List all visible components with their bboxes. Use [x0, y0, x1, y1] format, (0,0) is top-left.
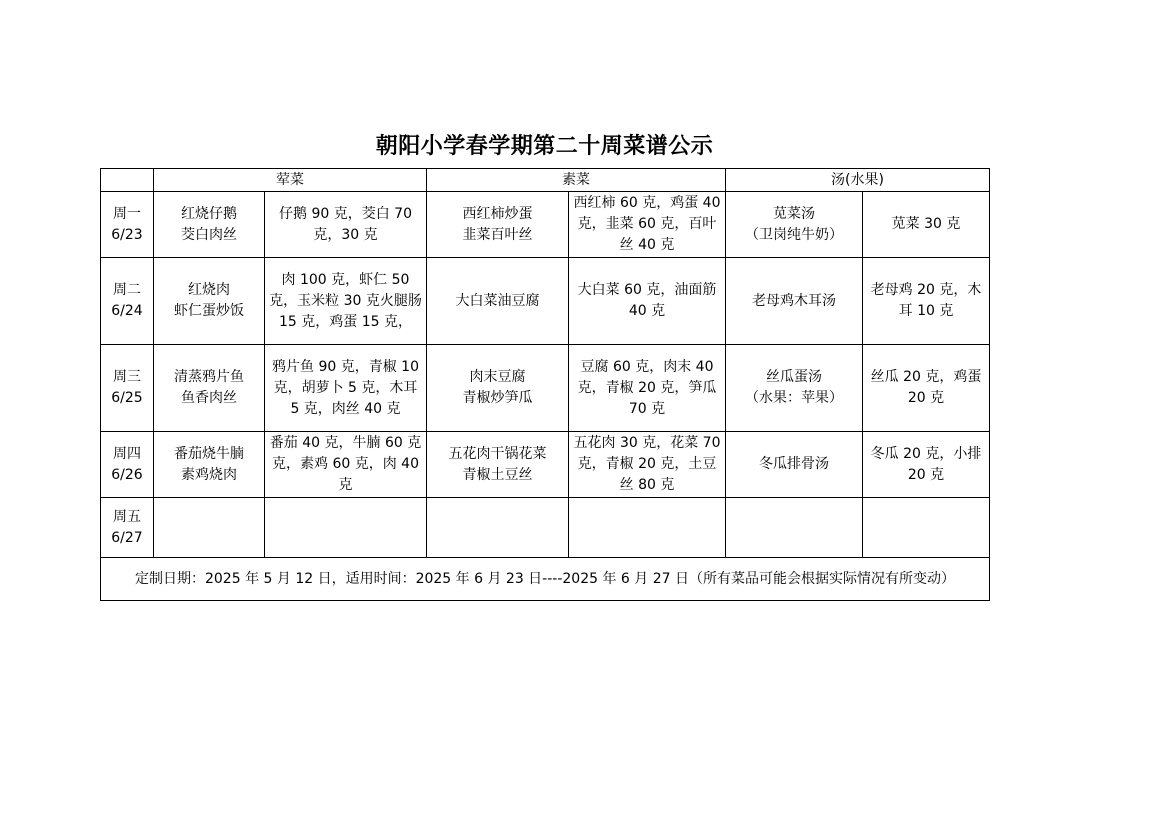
day-cell [101, 192, 154, 258]
meat-dishes-cell [154, 498, 265, 558]
soup-amount-cell: 苋菜 30 克 [863, 192, 990, 258]
dish-name: 红烧仔鹅 [181, 205, 237, 222]
dish-name: 老母鸡木耳汤 [752, 292, 836, 309]
dish-name: 清蒸鸦片鱼 [174, 369, 244, 385]
dish-name: 茭白肉丝 [181, 226, 237, 243]
meat-amount-cell: 鸦片鱼 90 克，青椒 10 克，胡萝卜 5 克，木耳 5 克，肉丝 40 克 [265, 345, 427, 432]
soup-amount-cell: 丝瓜 20 克，鸡蛋 20 克 [863, 345, 990, 432]
soup-amount-cell: 冬瓜 20 克，小排 20 克 [863, 432, 990, 498]
table-row [101, 258, 990, 345]
dish-name: 五花肉干锅花菜 [448, 445, 547, 462]
day-label: 周一 [113, 205, 141, 222]
soup-dishes-cell [726, 498, 863, 558]
dish-name: 肉末豆腐 [469, 369, 526, 385]
date-label: 6/25 [111, 390, 143, 406]
table-header-row [101, 169, 990, 192]
meat-dishes-cell [154, 345, 265, 432]
date-label: 6/24 [111, 303, 143, 319]
header-meat: 荤菜 [154, 169, 427, 192]
menu-table [100, 168, 990, 601]
day-label: 周五 [113, 508, 141, 525]
dish-name: 冬瓜排骨汤 [759, 456, 829, 472]
veg-amount-cell: 西红柿 60 克，鸡蛋 40 克，韭菜 60 克，百叶丝 40 克 [569, 192, 726, 258]
table-row [101, 192, 990, 258]
day-label: 周四 [113, 445, 141, 462]
dish-name: 青椒土豆丝 [462, 466, 533, 483]
soup-dishes-cell [726, 345, 863, 432]
dish-name: 番茄烧牛腩 [174, 445, 244, 462]
day-cell [101, 258, 154, 345]
soup-amount-cell: 老母鸡 20 克，木耳 10 克 [863, 258, 990, 345]
footer-note: 定制日期：2025 年 5 月 12 日，适用时间：2025 年 6 月 23 日----2025 年 6 月 27 日（所有菜品可能会根据实际情况有所变动） [101, 558, 990, 601]
veg-amount-cell: 五花肉 30 克，花菜 70 克，青椒 20 克，土豆丝 80 克 [569, 432, 726, 498]
veg-amount-cell [569, 498, 726, 558]
table-row [101, 345, 990, 432]
dish-name: 鱼香肉丝 [181, 390, 237, 406]
soup-dishes-cell [726, 258, 863, 345]
meat-amount-cell: 番茄 40 克，牛腩 60 克克，素鸡 60 克，肉 40 克 [265, 432, 427, 498]
veg-amount-cell: 豆腐 60 克，肉末 40 克，青椒 20 克，笋瓜 70 克 [569, 345, 726, 432]
day-cell [101, 345, 154, 432]
meat-dishes-cell [154, 432, 265, 498]
day-cell [101, 498, 154, 558]
meat-amount-cell [265, 498, 427, 558]
dish-name: 青椒炒笋瓜 [462, 390, 533, 406]
footer-row [101, 558, 990, 601]
dish-name: 西红柿炒蛋 [462, 205, 533, 222]
soup-dishes-cell [726, 192, 863, 258]
soup-dishes-cell [726, 432, 863, 498]
dish-name: 素鸡烧肉 [181, 466, 237, 483]
day-cell [101, 432, 154, 498]
day-label: 周二 [113, 282, 141, 298]
date-label: 6/23 [111, 226, 143, 243]
header-veg: 素菜 [427, 169, 726, 192]
date-label: 6/27 [111, 529, 143, 546]
meat-amount-cell: 仔鹅 90 克，茭白 70 克，30 克 [265, 192, 427, 258]
meat-dishes-cell [154, 258, 265, 345]
meat-amount-cell: 肉 100 克，虾仁 50 克，玉米粒 30 克火腿肠 15 克，鸡蛋 15 克， [265, 258, 427, 345]
dish-name: （水果：苹果） [745, 390, 843, 406]
veg-dishes-cell [427, 192, 569, 258]
dish-name: 韭菜百叶丝 [462, 226, 533, 243]
meat-dishes-cell [154, 192, 265, 258]
table-row [101, 498, 990, 558]
veg-dishes-cell [427, 258, 569, 345]
page-title: 朝阳小学春学期第二十周菜谱公示 [375, 134, 714, 159]
dish-name: 丝瓜蛋汤 [766, 369, 822, 385]
dish-name: 红烧肉 [188, 282, 230, 298]
soup-amount-cell [863, 498, 990, 558]
table-row [101, 432, 990, 498]
dish-name: 苋菜汤 [773, 205, 815, 222]
veg-amount-cell: 大白菜 60 克，油面筋 40 克 [569, 258, 726, 345]
header-corner-cell [101, 169, 154, 192]
veg-dishes-cell [427, 498, 569, 558]
header-soup: 汤(水果) [726, 169, 990, 192]
veg-dishes-cell [427, 432, 569, 498]
day-label: 周三 [113, 369, 141, 385]
date-label: 6/26 [111, 466, 143, 483]
dish-name: 大白菜油豆腐 [455, 292, 540, 309]
dish-name: 虾仁蛋炒饭 [174, 303, 244, 319]
veg-dishes-cell [427, 345, 569, 432]
dish-name: （卫岗纯牛奶） [745, 226, 843, 243]
